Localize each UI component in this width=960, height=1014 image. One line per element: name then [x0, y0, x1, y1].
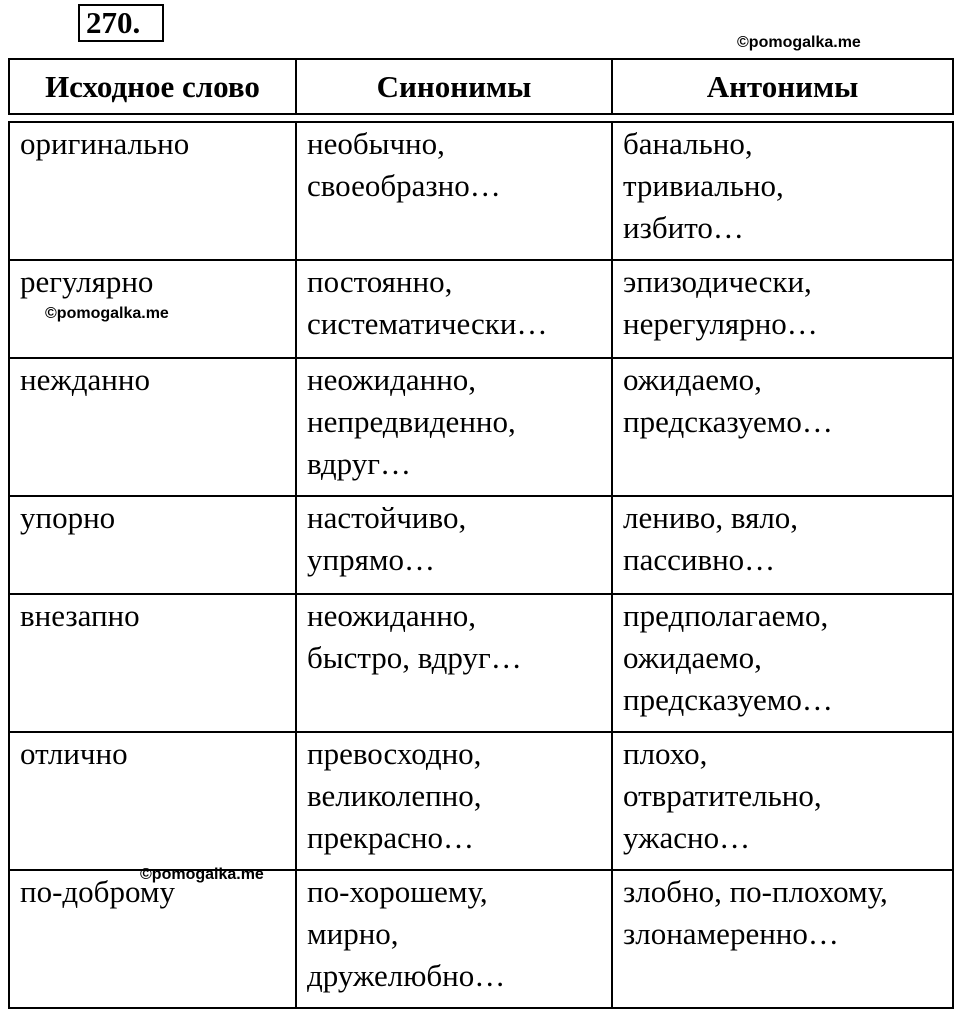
antonym-line: отвратительно, [623, 778, 822, 813]
antonym-line: избито… [623, 210, 744, 245]
synonym-line: быстро, вдруг… [307, 640, 522, 675]
synonym-line: великолепно, [307, 778, 482, 813]
synonym-line: прекрасно… [307, 820, 475, 855]
table-row [8, 595, 954, 733]
table-row [8, 733, 954, 871]
synonym-line: упрямо… [307, 542, 435, 577]
synonyms-cell [295, 595, 611, 733]
source-word: отлично [20, 736, 128, 771]
synonyms-cell [295, 121, 611, 261]
source-word: регулярно [20, 264, 154, 299]
antonym-line: нерегулярно… [623, 306, 818, 341]
header-antonyms: Антонимы [611, 58, 954, 115]
antonym-line: тривиально, [623, 168, 784, 203]
antonyms-cell [611, 871, 954, 1009]
source-word-cell [8, 733, 295, 871]
antonym-line: злонамеренно… [623, 916, 839, 951]
antonym-line: предсказуемо… [623, 682, 833, 717]
synonym-line: вдруг… [307, 446, 411, 481]
watermark-middle: ©pomogalka.me [45, 305, 169, 322]
source-word: оригинально [20, 126, 190, 161]
synonym-line: непредвиденно, [307, 404, 516, 439]
synonym-line: систематически… [307, 306, 548, 341]
antonym-line: эпизодически, [623, 264, 812, 299]
antonym-line: пассивно… [623, 542, 776, 577]
synonym-line: необычно, [307, 126, 445, 161]
antonyms-cell [611, 497, 954, 595]
source-word-cell [8, 871, 295, 1009]
synonym-line: по-хорошему, [307, 874, 488, 909]
source-word-cell [8, 121, 295, 261]
synonyms-cell [295, 733, 611, 871]
synonyms-cell [295, 359, 611, 497]
synonyms-cell [295, 497, 611, 595]
synonyms-cell [295, 261, 611, 359]
table-row [8, 871, 954, 1009]
source-word-cell [8, 595, 295, 733]
header-synonyms: Синонимы [295, 58, 611, 115]
antonym-line: банально, [623, 126, 753, 161]
antonym-line: предсказуемо… [623, 404, 833, 439]
source-word: по-доброму [20, 874, 175, 909]
synonym-line: настойчиво, [307, 500, 467, 535]
source-word-cell [8, 497, 295, 595]
antonym-line: ожидаемо, [623, 640, 762, 675]
watermark-bottom: ©pomogalka.me [140, 866, 264, 883]
antonyms-cell [611, 261, 954, 359]
antonym-line: лениво, вяло, [623, 500, 799, 535]
synonym-line: мирно, [307, 916, 399, 951]
table-row [8, 497, 954, 595]
task-number: 270. [78, 4, 164, 42]
synonym-line: дружелюбно… [307, 958, 506, 993]
synonym-line: превосходно, [307, 736, 482, 771]
antonyms-cell [611, 595, 954, 733]
antonym-line: ожидаемо, [623, 362, 762, 397]
source-word: внезапно [20, 598, 140, 633]
header-source-word: Исходное слово [8, 58, 295, 115]
source-word: нежданно [20, 362, 150, 397]
source-word: упорно [20, 500, 116, 535]
source-word-cell [8, 359, 295, 497]
table-row [8, 359, 954, 497]
antonyms-cell [611, 733, 954, 871]
antonym-line: предполагаемо, [623, 598, 829, 633]
synonym-line: постоянно, [307, 264, 453, 299]
antonym-line: ужасно… [623, 820, 751, 855]
table-row [8, 121, 954, 261]
antonyms-cell [611, 359, 954, 497]
antonym-line: плохо, [623, 736, 708, 771]
synonym-line: неожиданно, [307, 598, 477, 633]
synonym-line: неожиданно, [307, 362, 477, 397]
watermark-top: ©pomogalka.me [737, 34, 861, 51]
antonyms-cell [611, 121, 954, 261]
table-header-row [8, 58, 954, 115]
synonym-line: своеобразно… [307, 168, 501, 203]
antonym-line: злобно, по-плохому, [623, 874, 888, 909]
synonyms-cell [295, 871, 611, 1009]
